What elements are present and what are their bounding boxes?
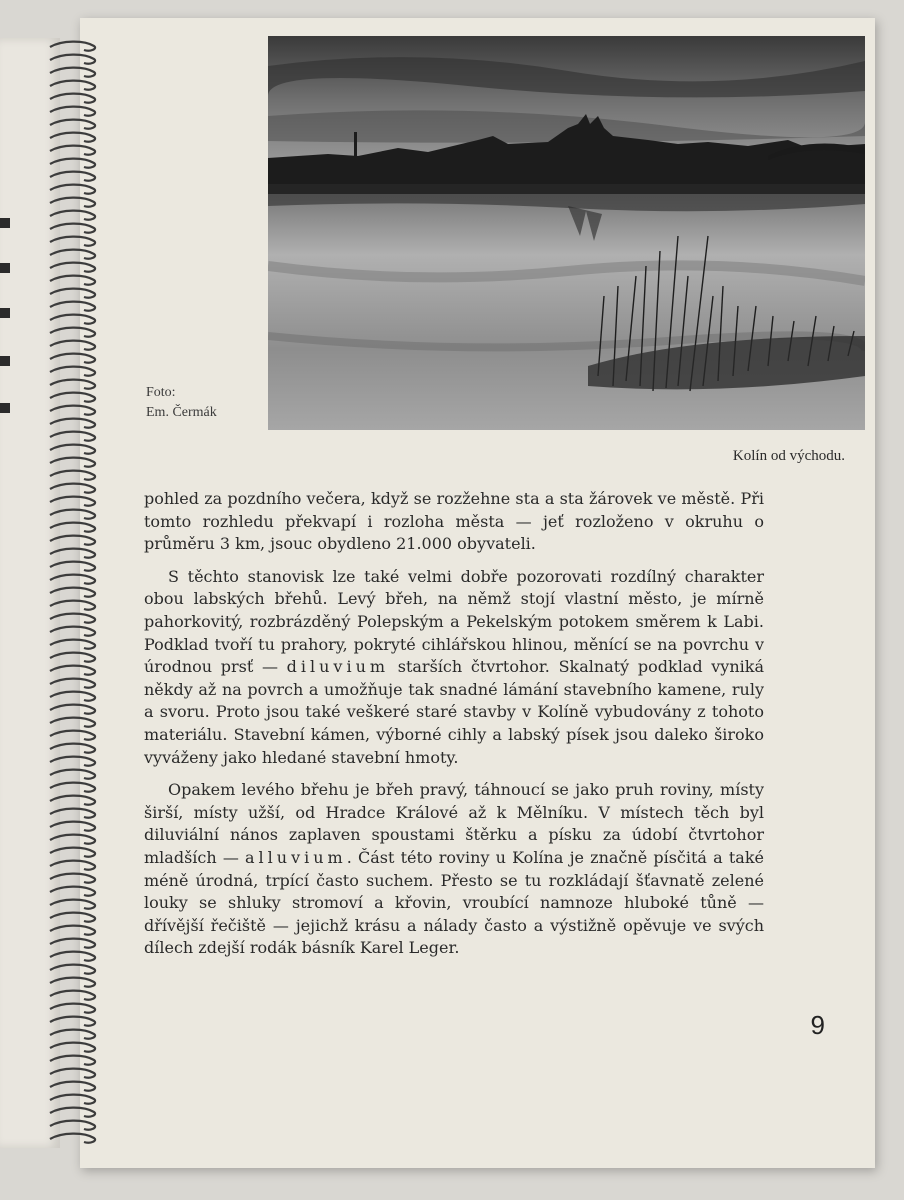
edge-mark bbox=[0, 263, 10, 273]
spiral-coil bbox=[50, 614, 95, 623]
spiral-coil bbox=[50, 562, 95, 571]
spiral-coil bbox=[50, 471, 95, 480]
spiral-coil bbox=[50, 783, 95, 792]
kolin-photo bbox=[268, 36, 865, 430]
spiral-coil bbox=[50, 406, 95, 415]
paragraph-1: pohled za pozdního večera, když se rozžehne sta a sta žárovek ve městě. Při tomto rozhledu překvapí i rozloha města — jeť rozloženo v okruhu o průměru 3 km, jsouc obydleno 21.000 obyvateli. bbox=[144, 489, 764, 554]
photo-credit bbox=[146, 383, 217, 423]
photo-caption: Kolín od východu. bbox=[732, 448, 845, 464]
spiral-coil bbox=[50, 211, 95, 220]
spiral-coil bbox=[50, 887, 95, 896]
spiral-coil bbox=[50, 458, 95, 467]
spiral-coil bbox=[50, 822, 95, 831]
paragraph-3-text: Opakem levého břehu je břeh pravý, táhnoucí se jako pruh roviny, místy širší, místy užší, od Hradce Králové až k Mělníku. V místech těch byl diluviální nános zaplaven spoustami štěrku a písku za údobí čtvrtohor mladších — bbox=[144, 780, 764, 867]
spiral-coil bbox=[50, 666, 95, 675]
spiral-coil bbox=[50, 965, 95, 974]
spiral-coil bbox=[50, 588, 95, 597]
spiral-coil bbox=[50, 276, 95, 285]
spiral-coil bbox=[50, 315, 95, 324]
spiral-coil bbox=[50, 302, 95, 311]
spiral-coil bbox=[50, 419, 95, 428]
spiral-coil bbox=[50, 445, 95, 454]
spiral-coil bbox=[50, 120, 95, 129]
spiral-coil bbox=[50, 1030, 95, 1039]
spiral-coil bbox=[50, 718, 95, 727]
spiral-coil bbox=[50, 380, 95, 389]
spiral-coil bbox=[50, 835, 95, 844]
spiral-coil bbox=[50, 991, 95, 1000]
spiral-binding bbox=[44, 36, 104, 1146]
kolin-photo-image bbox=[268, 36, 865, 430]
spiral-coil bbox=[50, 1017, 95, 1026]
spiral-coil bbox=[50, 432, 95, 441]
paragraph-2-text-cont: starších čtvrtohor. Skalnatý podklad vyniká někdy až na povrch a umožňuje tak snadné lámání stavebního kamene, ruly a svoru. Proto jsou také veškeré staré stavby v Kolíně vybudovány z tohoto materiálu. Stavební kámen, výborné cihly a labský písek jsou daleko široko vyváženy jako hledané stavební hmoty. bbox=[144, 657, 764, 767]
spiral-coil bbox=[50, 81, 95, 90]
spiral-coil bbox=[50, 354, 95, 363]
spiral-coil bbox=[50, 289, 95, 298]
edge-mark bbox=[0, 356, 10, 366]
spiral-coil bbox=[50, 42, 95, 51]
spiral-coil bbox=[50, 848, 95, 857]
spiral-coil bbox=[50, 952, 95, 961]
spiral-coil bbox=[50, 250, 95, 259]
spiral-coil bbox=[50, 1082, 95, 1091]
spiral-coil bbox=[50, 627, 95, 636]
spiral-coil bbox=[50, 731, 95, 740]
spiral-coil bbox=[50, 107, 95, 116]
spiral-coil bbox=[50, 1095, 95, 1104]
edge-mark bbox=[0, 308, 10, 318]
spiral-coil bbox=[50, 55, 95, 64]
spiral-coil bbox=[50, 328, 95, 337]
spiral-coil bbox=[50, 68, 95, 77]
spiral-coil bbox=[50, 536, 95, 545]
spiral-coil bbox=[50, 653, 95, 662]
spiral-coil bbox=[50, 1043, 95, 1052]
spiral-coil bbox=[50, 874, 95, 883]
spiral-coil bbox=[50, 939, 95, 948]
spiral-coil bbox=[50, 575, 95, 584]
spiral-coil bbox=[50, 926, 95, 935]
spiral-coil bbox=[50, 393, 95, 402]
spiral-coil bbox=[50, 796, 95, 805]
spiral-coil bbox=[50, 341, 95, 350]
spiral-coil bbox=[50, 367, 95, 376]
spiral-coil bbox=[50, 744, 95, 753]
spiral-coil bbox=[50, 978, 95, 987]
spiral-coil bbox=[50, 861, 95, 870]
spiral-coil bbox=[50, 523, 95, 532]
page-number: 9 bbox=[810, 1010, 825, 1040]
term-alluvium: alluvium bbox=[245, 847, 347, 867]
spiral-coil bbox=[50, 237, 95, 246]
spiral-coil bbox=[50, 159, 95, 168]
book-page bbox=[80, 18, 875, 1168]
photo-credit-label: Foto: bbox=[146, 385, 176, 400]
spiral-coil bbox=[50, 94, 95, 103]
spiral-coil bbox=[50, 1108, 95, 1117]
spiral-coil bbox=[50, 133, 95, 142]
body-text bbox=[144, 488, 764, 970]
spiral-coil bbox=[50, 757, 95, 766]
spiral-coil bbox=[50, 549, 95, 558]
spiral-coil bbox=[50, 601, 95, 610]
spiral-coil bbox=[50, 224, 95, 233]
paragraph-3-text-cont: . Část této roviny u Kolína je značně písčitá a také méně úrodná, trpící často suchem. Přesto se tu rozkládají šťavnatě zelené louky se shluky stromoví a křovin, vroubící namnoze hluboké tůně — dřívější řečiště — jejichž krásu a nálady často a výstižně opěvuje ve svých dílech zdejší rodák básník Karel Leger. bbox=[144, 847, 764, 958]
spiral-coil bbox=[50, 263, 95, 272]
spiral-coil bbox=[50, 1069, 95, 1078]
spiral-coil bbox=[50, 770, 95, 779]
spiral-coil bbox=[50, 1056, 95, 1065]
spiral-coil bbox=[50, 692, 95, 701]
photo-credit-name: Em. Čermák bbox=[146, 405, 217, 420]
paragraph-3 bbox=[144, 779, 764, 960]
spiral-coil bbox=[50, 510, 95, 519]
spiral-coil bbox=[50, 913, 95, 922]
spiral-coil bbox=[50, 1004, 95, 1013]
spiral-coil bbox=[50, 705, 95, 714]
spiral-coil bbox=[50, 146, 95, 155]
spiral-coil bbox=[50, 198, 95, 207]
spiral-coil bbox=[50, 185, 95, 194]
spiral-coil bbox=[50, 640, 95, 649]
paragraph-2-text: S těchto stanovisk lze také velmi dobře pozorovati rozdílný charakter obou labských břehů. Levý břeh, na němž stojí vlastní město, je mírně pahorkovitý, rozbrázděný Polepským a Pekelským potokem směrem k Labi. Podklad tvoří tu prahory, pokryté cihlářskou hlinou, měnící se na povrchu v úrodnou prsť — bbox=[144, 566, 764, 677]
spiral-coil bbox=[50, 484, 95, 493]
paragraph-2 bbox=[144, 566, 764, 769]
term-diluvium: diluvium bbox=[286, 657, 390, 677]
edge-mark bbox=[0, 403, 10, 413]
spiral-coil bbox=[50, 497, 95, 506]
spiral-coil bbox=[50, 679, 95, 688]
spiral-coil bbox=[50, 1121, 95, 1130]
spiral-coil bbox=[50, 809, 95, 818]
spiral-coil bbox=[50, 172, 95, 181]
spiral-coil bbox=[50, 900, 95, 909]
spiral-coil bbox=[50, 1134, 95, 1143]
edge-mark bbox=[0, 218, 10, 228]
